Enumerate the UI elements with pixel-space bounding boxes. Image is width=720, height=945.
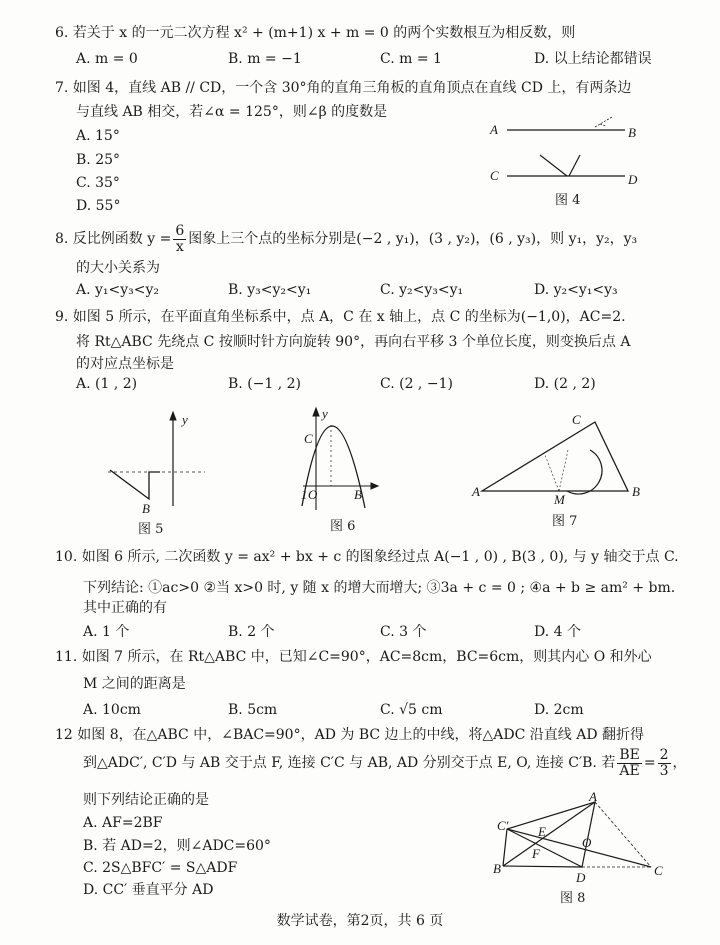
q11-stem-line2: M 之间的距离是 bbox=[83, 676, 186, 692]
fig4-label-b: B bbox=[628, 125, 636, 140]
q8-stem-suffix: 图象上三个点的坐标分别是(−2 , y₁)，(3 , y₂)，(6 , y₃)，则 y₁，y₂，y₃ bbox=[188, 231, 638, 247]
fig6-caption: 图 6 bbox=[330, 519, 356, 534]
q10-stem-line1: 10. 如图 6 所示, 二次函数 y = ax² + bx + c 的图象经过点 A(−1 , 0) , B(3 , 0), 与 y 轴交于点 C. bbox=[55, 549, 679, 565]
fig8-label-o: O bbox=[582, 835, 592, 850]
q10-stem-line3: 其中正确的有 bbox=[83, 600, 167, 616]
q11-stem-line1: 11. 如图 7 所示，在 Rt△ABC 中，已知∠C=90°，AC=8cm，BC=6cm，则其内心 O 和外心 bbox=[55, 649, 652, 665]
fig8-label-b: B bbox=[493, 861, 501, 876]
q9-option-a: A. (1 , 2) bbox=[76, 376, 138, 392]
fig5-label-b: B bbox=[142, 501, 150, 516]
q10-stem-line2: 下列结论: ①ac>0 ②当 x>0 时, y 随 x 的增大而增大; ③3a + c = 0 ; ④a + b ≥ am² + bm. bbox=[83, 580, 676, 596]
figure-6 bbox=[301, 406, 378, 534]
fig7-label-m: M bbox=[554, 492, 565, 507]
q8-frac-num: 6 bbox=[175, 222, 185, 239]
q7-option-d: D. 55° bbox=[76, 198, 121, 214]
q11-option-b: B. 5cm bbox=[228, 702, 278, 718]
fig4-label-d: D bbox=[628, 172, 638, 187]
q9-stem-line3: 的对应点坐标是 bbox=[76, 356, 174, 372]
q8-option-d: D. y₂<y₁<y₃ bbox=[534, 282, 618, 298]
q8-stem-prefix: 8. 反比例函数 y = bbox=[55, 231, 172, 247]
fig6-label-y: y bbox=[322, 406, 328, 421]
figure-5 bbox=[108, 412, 205, 537]
fig6-label-c: C bbox=[304, 431, 313, 446]
q12-option-d: D. CC′ 垂直平分 AD bbox=[83, 882, 214, 898]
q6-option-c: C. m = 1 bbox=[380, 51, 442, 67]
q8-option-c: C. y₂<y₃<y₁ bbox=[380, 282, 464, 298]
q6-option-d: D. 以上结论都错误 bbox=[534, 51, 652, 67]
q10-option-c: C. 3 个 bbox=[380, 624, 427, 640]
q12-stem-line3: 则下列结论正确的是 bbox=[83, 792, 209, 808]
q12-stem2-suffix: ， bbox=[672, 755, 687, 771]
fig7-caption: 图 7 bbox=[552, 514, 578, 529]
fig6-label-o: O bbox=[308, 487, 318, 502]
figure-4 bbox=[489, 117, 638, 208]
fig8-caption: 图 8 bbox=[560, 891, 586, 906]
q8-option-a: A. y₁<y₃<y₂ bbox=[76, 282, 160, 298]
q7-option-b: B. 25° bbox=[76, 152, 121, 168]
q9-option-d: D. (2 , 2) bbox=[534, 376, 596, 392]
q6-option-a: A. m = 0 bbox=[76, 51, 138, 67]
q12-option-b: B. 若 AD=2，则∠ADC=60° bbox=[83, 838, 271, 854]
q9-option-b: B. (−1 , 2) bbox=[228, 376, 302, 392]
q6-option-b: B. m = −1 bbox=[228, 51, 302, 67]
fig8-label-e: E bbox=[538, 824, 546, 839]
fig8-label-f: F bbox=[532, 846, 540, 861]
q12-option-c: C. 2S△BFC′ = S△ADF bbox=[83, 860, 238, 876]
q8-stem-line2: 的大小关系为 bbox=[76, 260, 160, 276]
q6-stem: 6. 若关于 x 的一元二次方程 x² + (m+1) x + m = 0 的两个实数根互为相反数，则 bbox=[55, 25, 576, 41]
q12-option-a: A. AF=2BF bbox=[83, 815, 163, 831]
fig6-label-1: 1 bbox=[301, 487, 308, 502]
fig7-label-b: B bbox=[632, 484, 640, 499]
fig5-label-y: y bbox=[182, 412, 188, 427]
q11-option-a: A. 10cm bbox=[83, 702, 141, 718]
q10-option-d: D. 4 个 bbox=[534, 624, 581, 640]
q12-frac1-num: BE bbox=[619, 746, 640, 763]
q10-option-a: A. 1 个 bbox=[83, 624, 130, 640]
q12-stem-line1: 12 如图 8，在△ABC 中，∠BAC=90°，AD 为 BC 边上的中线，将△ADC 沿直线 AD 翻折得 bbox=[55, 727, 645, 743]
q12-frac1-den: AE bbox=[619, 762, 640, 779]
fig4-caption: 图 4 bbox=[555, 193, 581, 208]
q9-option-c: C. (2 , −1) bbox=[380, 376, 453, 392]
figure-7 bbox=[471, 412, 640, 529]
fig4-label-c: C bbox=[490, 168, 499, 183]
q7-option-a: A. 15° bbox=[76, 128, 120, 144]
fig8-label-a: A bbox=[589, 789, 597, 804]
fig5-caption: 图 5 bbox=[138, 522, 164, 537]
q7-stem-line2: 与直线 AB 相交，若∠α = 125°，则∠β 的度数是 bbox=[76, 104, 388, 120]
q11-option-c: C. √5 cm bbox=[380, 702, 443, 718]
q12-equals: = bbox=[643, 755, 656, 771]
fig8-label-c-prime: C′ bbox=[497, 818, 509, 833]
figure-8 bbox=[493, 789, 663, 906]
fig4-label-a: A bbox=[490, 122, 498, 137]
q10-option-b: B. 2 个 bbox=[228, 624, 275, 640]
q7-option-c: C. 35° bbox=[76, 175, 120, 191]
page-footer: 数学试卷，第2页，共 6 页 bbox=[276, 913, 444, 929]
fig7-label-c: C bbox=[572, 412, 581, 427]
q9-stem-line2: 将 Rt△ABC 先绕点 C 按顺时针方向旋转 90°，再向右平移 3 个单位长度，则变换后点 A bbox=[76, 334, 631, 350]
q12-frac2-num: 2 bbox=[659, 746, 669, 763]
q8-frac-den: x bbox=[175, 238, 184, 255]
fig8-label-d: D bbox=[576, 870, 586, 885]
q12-frac2-den: 3 bbox=[659, 762, 669, 779]
q11-option-d: D. 2cm bbox=[534, 702, 584, 718]
fig6-label-b: B bbox=[354, 487, 362, 502]
fig7-label-a: A bbox=[472, 484, 480, 499]
q7-stem-line1: 7. 如图 4，直线 AB // CD，一个含 30°角的直角三角板的直角顶点在直线 CD 上，有两条边 bbox=[55, 80, 632, 96]
q8-option-b: B. y₃<y₂<y₁ bbox=[228, 282, 312, 298]
fig8-label-c: C bbox=[654, 863, 663, 878]
q9-stem-line1: 9. 如图 5 所示，在平面直角坐标系中，点 A，C 在 x 轴上，点 C 的坐标为(−1,0)，AC=2. bbox=[55, 309, 626, 325]
q12-stem2-prefix: 到△ADC′, C′D 与 AB 交于点 F, 连接 C′C 与 AB, AD 分别交于点 E, O, 连接 C′B. 若 bbox=[83, 755, 616, 771]
